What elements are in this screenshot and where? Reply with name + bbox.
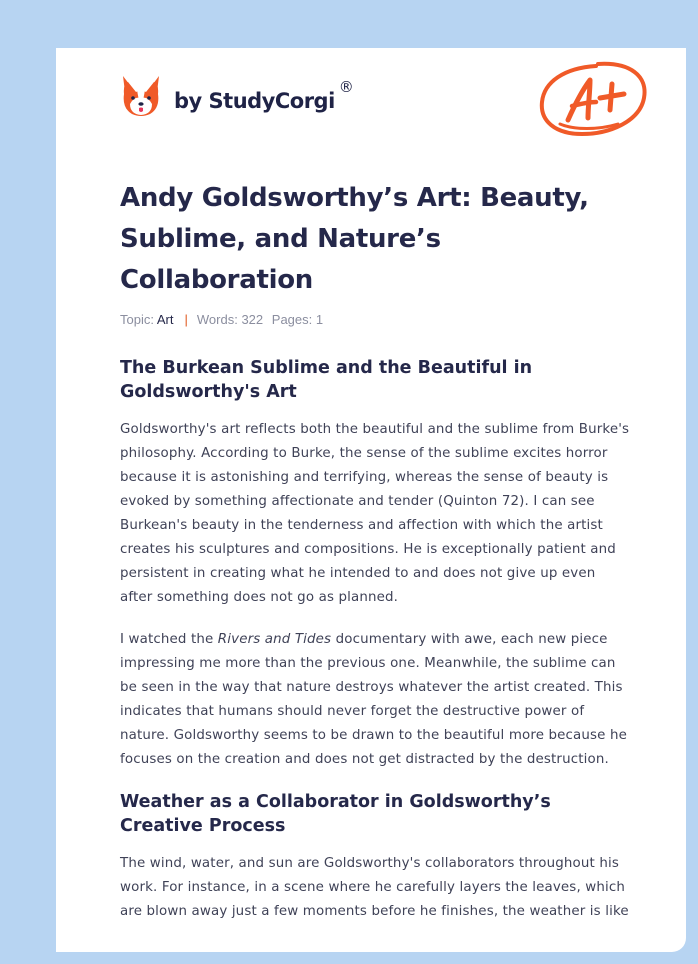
registered-mark: ® — [338, 78, 354, 96]
corgi-face-icon — [120, 74, 162, 120]
logo-wordmark: by StudyCorgi — [174, 89, 335, 113]
words-count: 322 — [241, 312, 264, 327]
studycorgi-logo[interactable] — [120, 74, 354, 120]
paragraph: The wind, water, and sun are Goldsworthy's collaborators throughout his work. For instance, in a scene where he carefully layers the leaves, which are blown away just a few moments before he finishes, the weather is like — [120, 856, 629, 919]
paragraph — [120, 628, 632, 772]
document-title: Andy Goldsworthy’s Art: Beauty, Sublime, and Nature’s Collaboration — [120, 183, 589, 295]
topic-label: Topic: — [120, 312, 154, 327]
documentary-title: Rivers and Tides — [217, 632, 332, 647]
pages-count: 1 — [315, 312, 324, 327]
section-heading: The Burkean Sublime and the Beautiful in Goldsworthy's Art — [120, 358, 533, 402]
page-header — [56, 48, 686, 158]
document-content — [120, 178, 632, 924]
document-card — [56, 48, 686, 952]
section-heading: Weather as a Collaborator in Goldsworthy’s Creative Process — [120, 792, 551, 836]
topic-link[interactable]: Art — [156, 312, 174, 327]
document-meta — [120, 310, 632, 330]
pages-label: Pages: — [271, 312, 313, 327]
paragraph-text: I watched the — [120, 632, 218, 647]
meta-separator: | — [184, 312, 188, 327]
paragraph: Goldsworthy's art reflects both the beautiful and the sublime from Burke's philosophy. According to Burke, the sense of the sublime excites horror because it is astonishing and terrifying, whereas the sense of beauty is evoked by something affectionate and tender (Quinton 72). I can see Burkean's beauty in the tenderness and affection with which the artist creates his sculptures and compositions. He is exceptionally patient and persistent in creating what he intended to and does not give up even after something does not go as planned. — [120, 422, 630, 605]
words-label: Words: — [196, 312, 238, 327]
a-plus-grade-icon — [538, 58, 650, 142]
paragraph-text: documentary with awe, each new piece impressing me more than the previous one. Meanwhile, the sublime can be seen in the way that nature destroys whatever the artist created. This indicates that humans should never forget the destructive power of nature. Goldsworthy seems to be drawn to the beautiful more because he focuses on the creation and does not get distracted by the destruction. — [120, 632, 627, 767]
